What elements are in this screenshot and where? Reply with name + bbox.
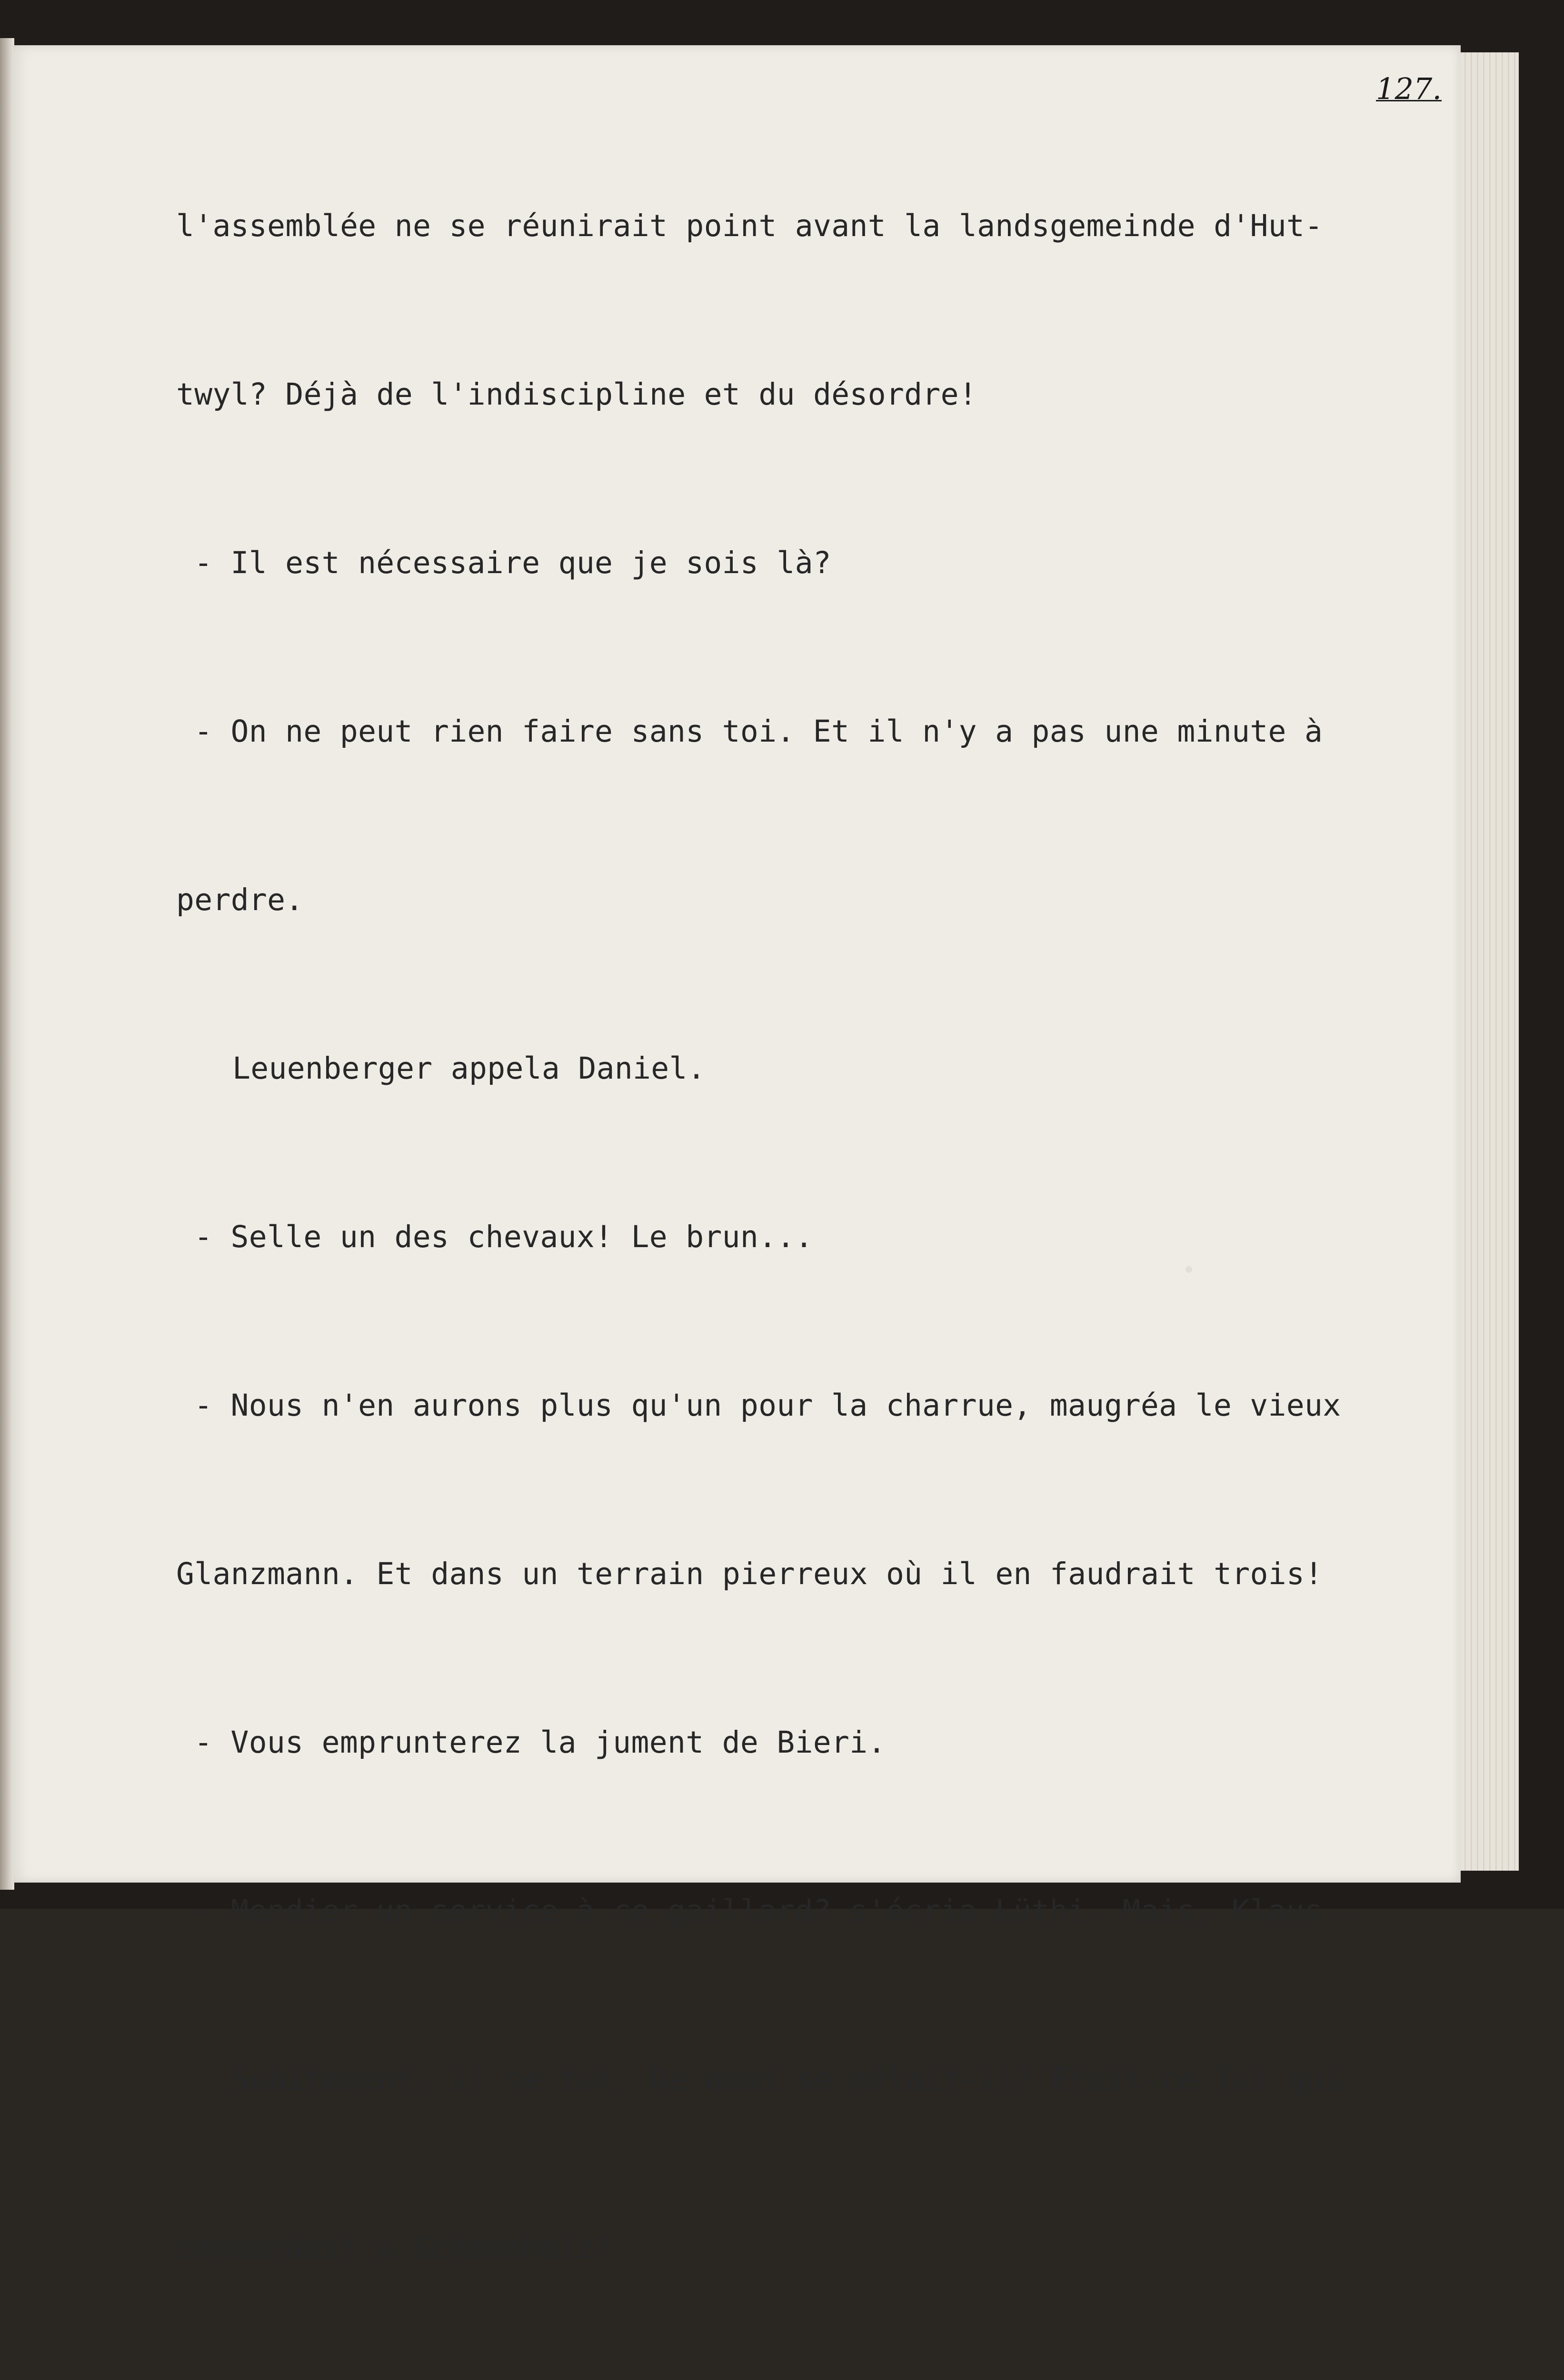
- typed-text-block: [176, 86, 1395, 2380]
- text-line-5: perdre.: [176, 883, 304, 917]
- text-line-4: - On ne peut rien faire sans toi. Et il n'y a pas une minute à: [194, 714, 1323, 749]
- left-page-edge: [0, 38, 14, 1890]
- text-line-2: twyl? Déjà de l'indiscipline et du désordre!: [176, 377, 977, 412]
- paper-spot: [1185, 1266, 1192, 1273]
- text-line-6: Leuenberger appela Daniel.: [232, 1051, 706, 1086]
- text-line-11: - Mendier un service à ce gaillard? s'écria Lüthi. Mais, Klaus..: [194, 1894, 1359, 1928]
- text-line-10: - Vous emprunterez la jument de Bieri.: [194, 1725, 886, 1760]
- text-line-7: - Selle un des chevaux! Le brun...: [194, 1220, 813, 1254]
- text-line-13: commandait à Schoenholz?: [176, 2231, 613, 2265]
- text-line-9: Glanzmann. Et dans un terrain pierreux où il en faudrait trois!: [176, 1557, 1323, 1591]
- text-line-1: l'assemblée ne se réunirait point avant la landsgemeinde d'Hut-: [176, 208, 1323, 243]
- text-line-12: Subitement, il se tut. De quoi se mêlait-il? Etait-ce lui qui: [232, 2062, 1343, 2097]
- text-line-8: - Nous n'en aurons plus qu'un pour la charrue, maugréa le vieux: [194, 1388, 1341, 1423]
- text-line-3: - Il est nécessaire que je sois là?: [194, 545, 832, 580]
- page-number: 127.: [1376, 71, 1442, 106]
